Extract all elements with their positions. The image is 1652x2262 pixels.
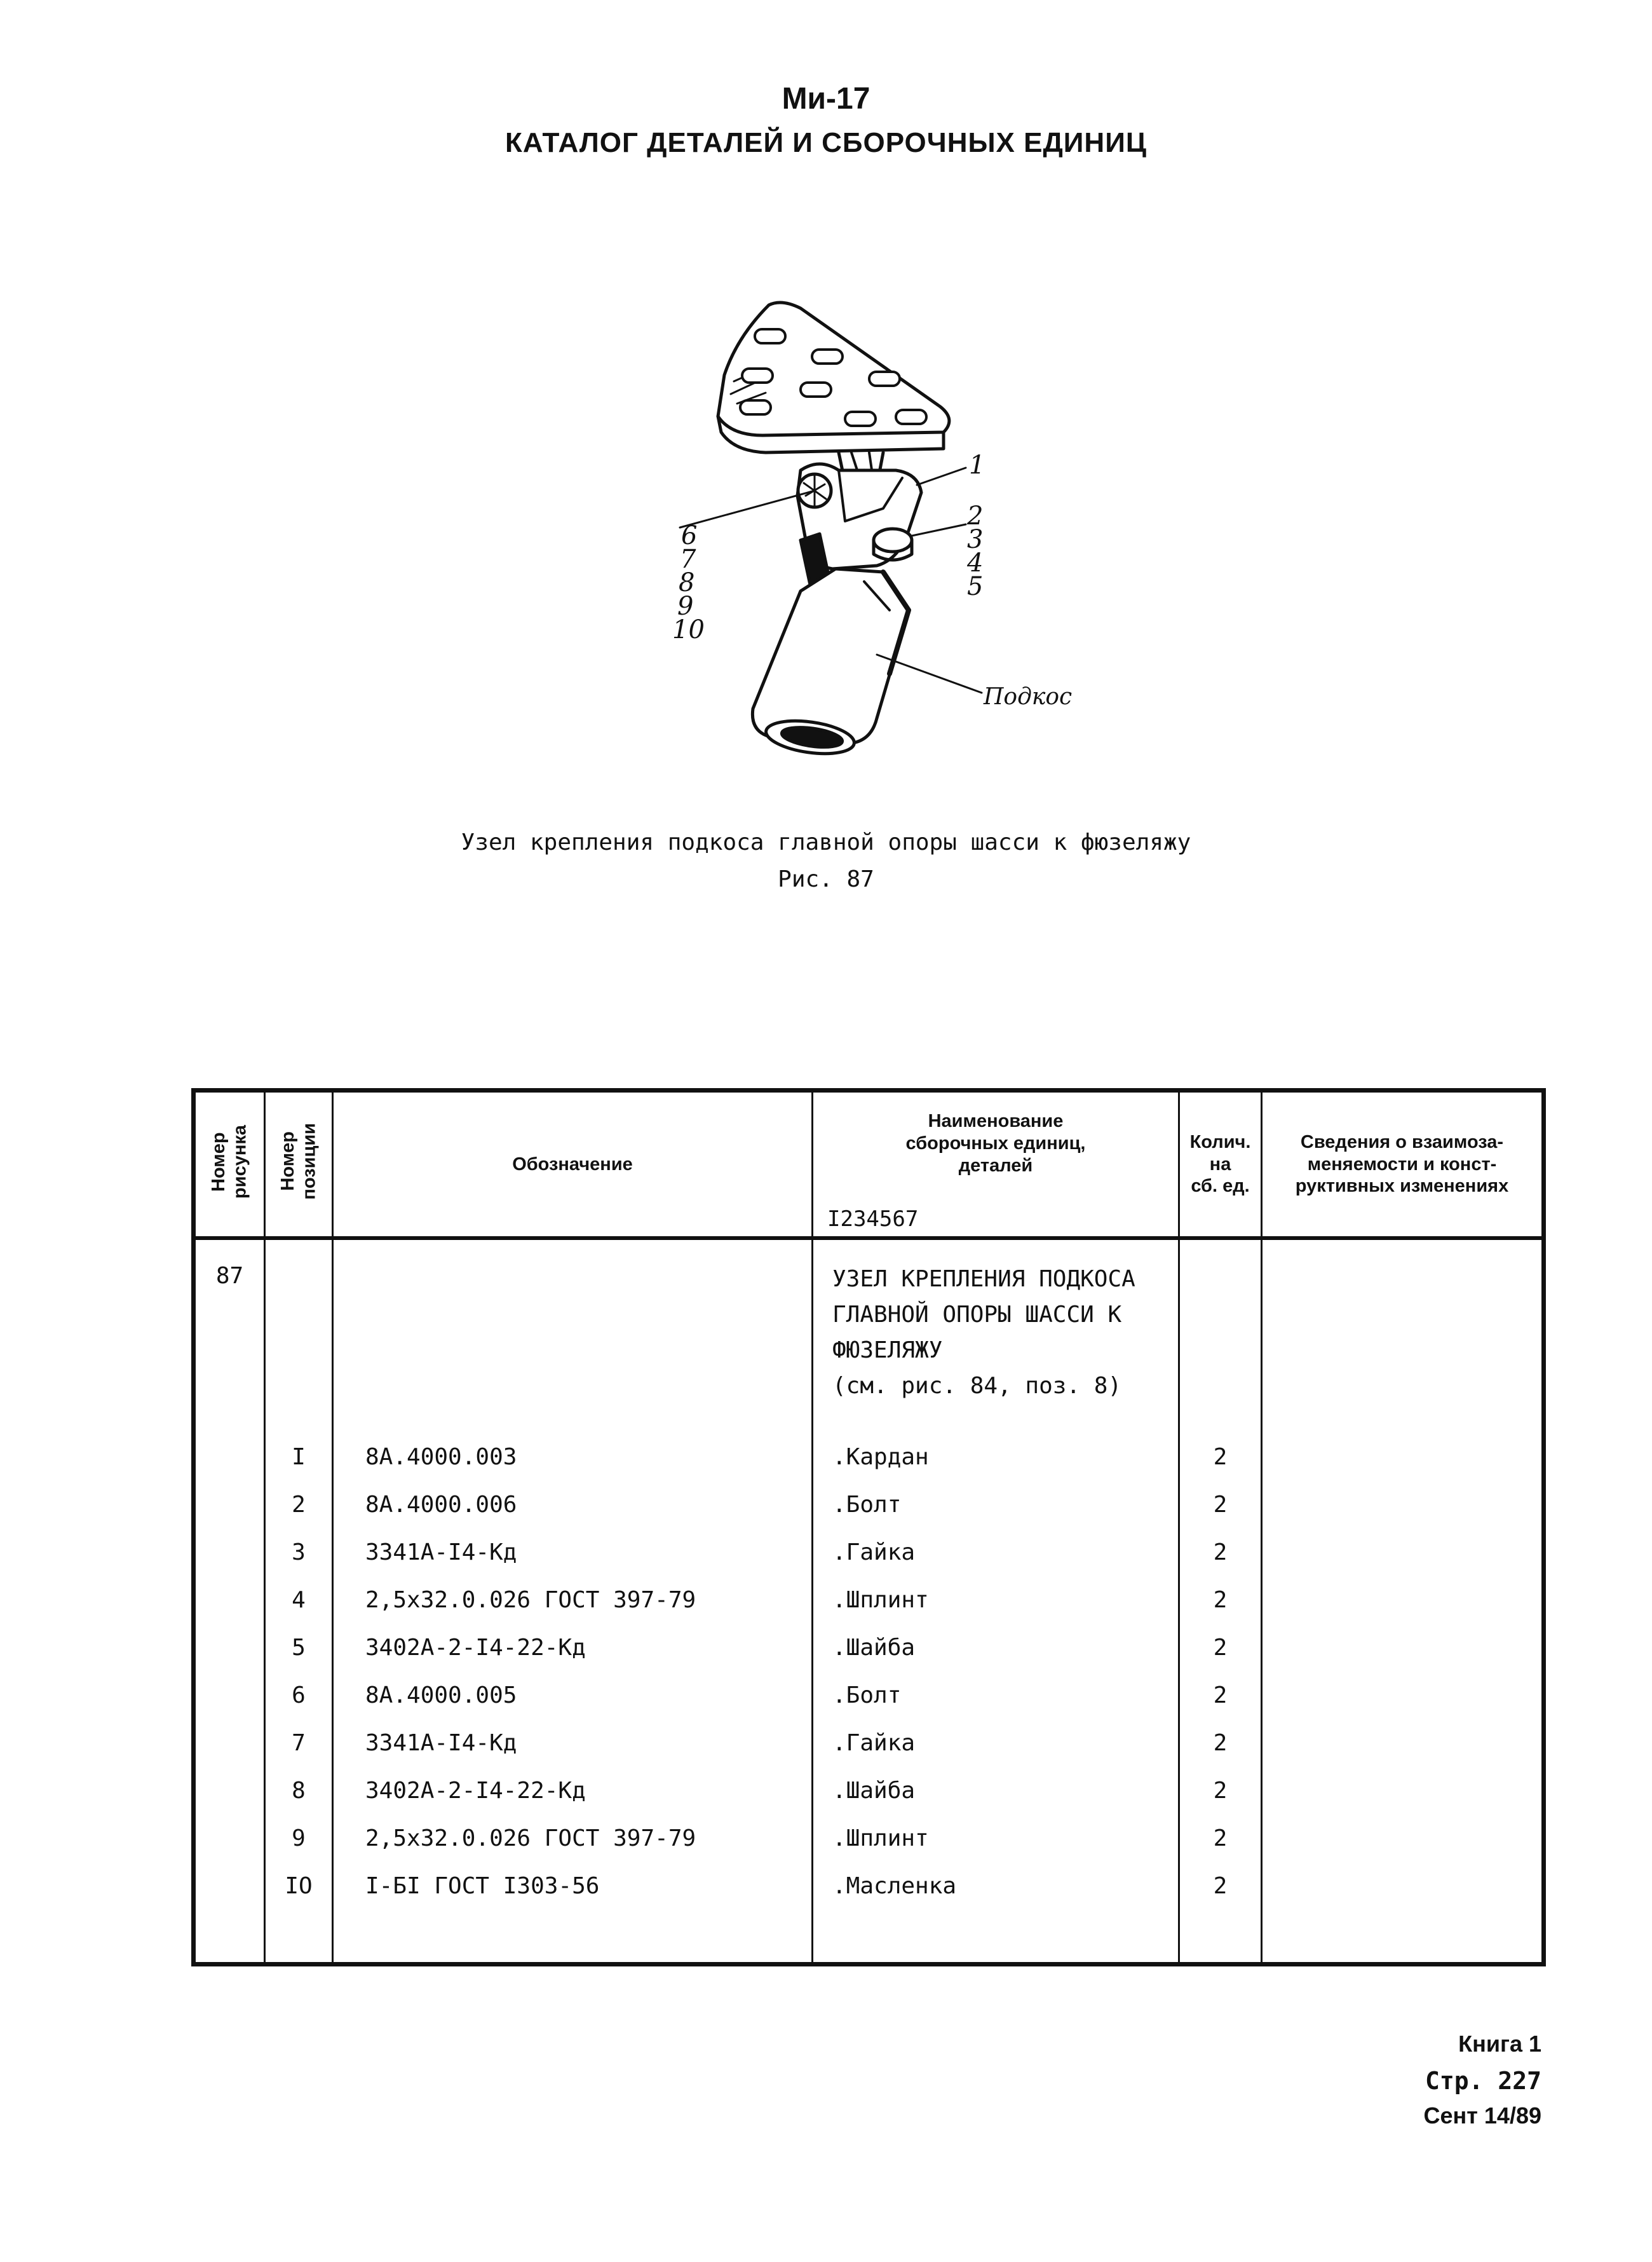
- header-name-label: Наименование сборочных единиц, деталей: [905, 1111, 1086, 1176]
- footer-book: Книга 1: [1458, 2031, 1541, 2057]
- cell-quantity: 2: [1179, 1624, 1262, 1672]
- parts-table: [191, 1088, 1546, 1966]
- footer-date: Сент 14/89: [1423, 2102, 1541, 2129]
- cell-position: 6: [265, 1672, 333, 1719]
- cell-empty: [194, 1672, 265, 1719]
- cell-position: 7: [265, 1719, 333, 1767]
- table-row: [194, 1862, 1544, 1910]
- cell-empty: [194, 1719, 265, 1767]
- table-row: [194, 1815, 1544, 1862]
- cell-quantity: 2: [1179, 1719, 1262, 1767]
- cell-position: 9: [265, 1815, 333, 1862]
- cell-quantity: 2: [1179, 1672, 1262, 1719]
- cell-empty: [813, 1910, 1179, 1965]
- cell-name: .Болт: [813, 1481, 1179, 1529]
- strut-tube: [752, 569, 909, 744]
- assembly-name-line: ФЮЗЕЛЯЖУ: [832, 1337, 943, 1363]
- cell-empty: [1179, 1910, 1262, 1965]
- table-row: [194, 1481, 1544, 1529]
- cell-name: .Шплинт: [813, 1576, 1179, 1624]
- cell-designation: 8А.4000.005: [333, 1672, 813, 1719]
- cell-empty: [194, 1910, 265, 1965]
- cell-empty: [1262, 1481, 1544, 1529]
- cell-name: .Шплинт: [813, 1815, 1179, 1862]
- cell-name: .Шайба: [813, 1624, 1179, 1672]
- bolt-head-right: [874, 529, 912, 552]
- cell-empty: [194, 1815, 265, 1862]
- assembly-name-line: УЗЕЛ КРЕПЛЕНИЯ ПОДКОСА: [832, 1266, 1135, 1292]
- cell-empty: [1262, 1672, 1544, 1719]
- cell-name: .Шайба: [813, 1767, 1179, 1815]
- table-row: [194, 1576, 1544, 1624]
- cell-position: I: [265, 1433, 333, 1481]
- cell-quantity: 2: [1179, 1576, 1262, 1624]
- cell-designation: 3341А-I4-Кд: [333, 1719, 813, 1767]
- footer-page: Стр. 227: [1425, 2067, 1541, 2095]
- cell-empty: [194, 1433, 265, 1481]
- cell-empty: [333, 1910, 813, 1965]
- header-interchangeability: Сведения о взаимоза- меняемости и конст- руктивных изменениях: [1262, 1091, 1544, 1239]
- cell-quantity: 2: [1179, 1529, 1262, 1576]
- cell-name: .Кардан: [813, 1433, 1179, 1481]
- cell-quantity: 2: [1179, 1815, 1262, 1862]
- cell-position: 8: [265, 1767, 333, 1815]
- header-figure-number: Номер рисунка: [194, 1091, 265, 1239]
- cell-empty: [1262, 1767, 1544, 1815]
- cell-empty: [265, 1238, 333, 1433]
- cell-empty: [1262, 1529, 1544, 1576]
- cell-designation: 8А.4000.003: [333, 1433, 813, 1481]
- callout-4: 4: [967, 548, 984, 578]
- cell-name: .Гайка: [813, 1529, 1179, 1576]
- aircraft-model: Ми-17: [782, 82, 870, 116]
- header-position-number: Номер позиции: [265, 1091, 333, 1239]
- cell-position: 4: [265, 1576, 333, 1624]
- cell-quantity: 2: [1179, 1767, 1262, 1815]
- cell-designation: 2,5х32.0.026 ГОСТ 397-79: [333, 1576, 813, 1624]
- table-row: [194, 1719, 1544, 1767]
- table-row: [194, 1529, 1544, 1576]
- header-name-code: I234567: [827, 1206, 919, 1232]
- header-name: [813, 1091, 1179, 1239]
- callout-7: 7: [680, 545, 696, 574]
- header-designation: Обозначение: [333, 1091, 813, 1239]
- strut-attachment-illustration: [610, 280, 1131, 807]
- cell-designation: 2,5х32.0.026 ГОСТ 397-79: [333, 1815, 813, 1862]
- table-row: [194, 1624, 1544, 1672]
- callout-5: 5: [967, 572, 984, 601]
- cell-assembly-name: [813, 1238, 1179, 1433]
- cell-empty: [1179, 1238, 1262, 1433]
- table-row-spacer: [194, 1910, 1544, 1965]
- table-row: [194, 1433, 1544, 1481]
- cell-empty: [333, 1238, 813, 1433]
- cell-designation: 3402А-2-I4-22-Кд: [333, 1624, 813, 1672]
- table-row: [194, 1767, 1544, 1815]
- assembly-name-line: (см. рис. 84, поз. 8): [832, 1373, 1122, 1399]
- callout-2: 2: [967, 501, 984, 531]
- cell-empty: [194, 1767, 265, 1815]
- cell-empty: [194, 1576, 265, 1624]
- cell-position: 3: [265, 1529, 333, 1576]
- cell-empty: [265, 1910, 333, 1965]
- cell-empty: [194, 1624, 265, 1672]
- figure-caption: Узел крепления подкоса главной опоры шасси к фюзеляжу: [461, 829, 1191, 855]
- table-row: [194, 1672, 1544, 1719]
- cell-empty: [1262, 1238, 1544, 1433]
- catalog-title: КАТАЛОГ ДЕТАЛЕЙ И СБОРОЧНЫХ ЕДИНИЦ: [505, 127, 1147, 158]
- cell-empty: [1262, 1862, 1544, 1910]
- table-row-assembly: [194, 1238, 1544, 1433]
- cell-name: .Гайка: [813, 1719, 1179, 1767]
- assembly-name-line: ГЛАВНОЙ ОПОРЫ ШАССИ К: [832, 1302, 1122, 1328]
- cell-quantity: 2: [1179, 1481, 1262, 1529]
- figure-number: Рис. 87: [778, 866, 874, 892]
- cell-position: 5: [265, 1624, 333, 1672]
- cell-name: .Болт: [813, 1672, 1179, 1719]
- callout-6: 6: [681, 521, 698, 550]
- cell-empty: [1262, 1815, 1544, 1862]
- cell-empty: [1262, 1910, 1544, 1965]
- cell-designation: 8А.4000.006: [333, 1481, 813, 1529]
- callout-1: 1: [969, 451, 985, 480]
- cell-empty: [1262, 1719, 1544, 1767]
- cell-position: 2: [265, 1481, 333, 1529]
- cell-empty: [1262, 1433, 1544, 1481]
- cell-empty: [1262, 1624, 1544, 1672]
- cell-position: IO: [265, 1862, 333, 1910]
- callout-strut: Подкос: [984, 684, 1073, 710]
- cell-empty: [194, 1862, 265, 1910]
- header-quantity: Колич. на сб. ед.: [1179, 1091, 1262, 1239]
- cell-designation: 3402А-2-I4-22-Кд: [333, 1767, 813, 1815]
- cell-figure-number: 87: [194, 1238, 265, 1433]
- cell-quantity: 2: [1179, 1862, 1262, 1910]
- cell-empty: [194, 1529, 265, 1576]
- cell-designation: 3341А-I4-Кд: [333, 1529, 813, 1576]
- cell-name: .Масленка: [813, 1862, 1179, 1910]
- callout-9: 9: [677, 592, 694, 621]
- callout-10: 10: [672, 615, 705, 644]
- cell-empty: [1262, 1576, 1544, 1624]
- cell-designation: I-БI ГОСТ I303-56: [333, 1862, 813, 1910]
- callout-3: 3: [967, 525, 984, 554]
- callout-8: 8: [679, 568, 695, 597]
- cell-quantity: 2: [1179, 1433, 1262, 1481]
- table-header-row: [194, 1091, 1544, 1239]
- cell-empty: [194, 1481, 265, 1529]
